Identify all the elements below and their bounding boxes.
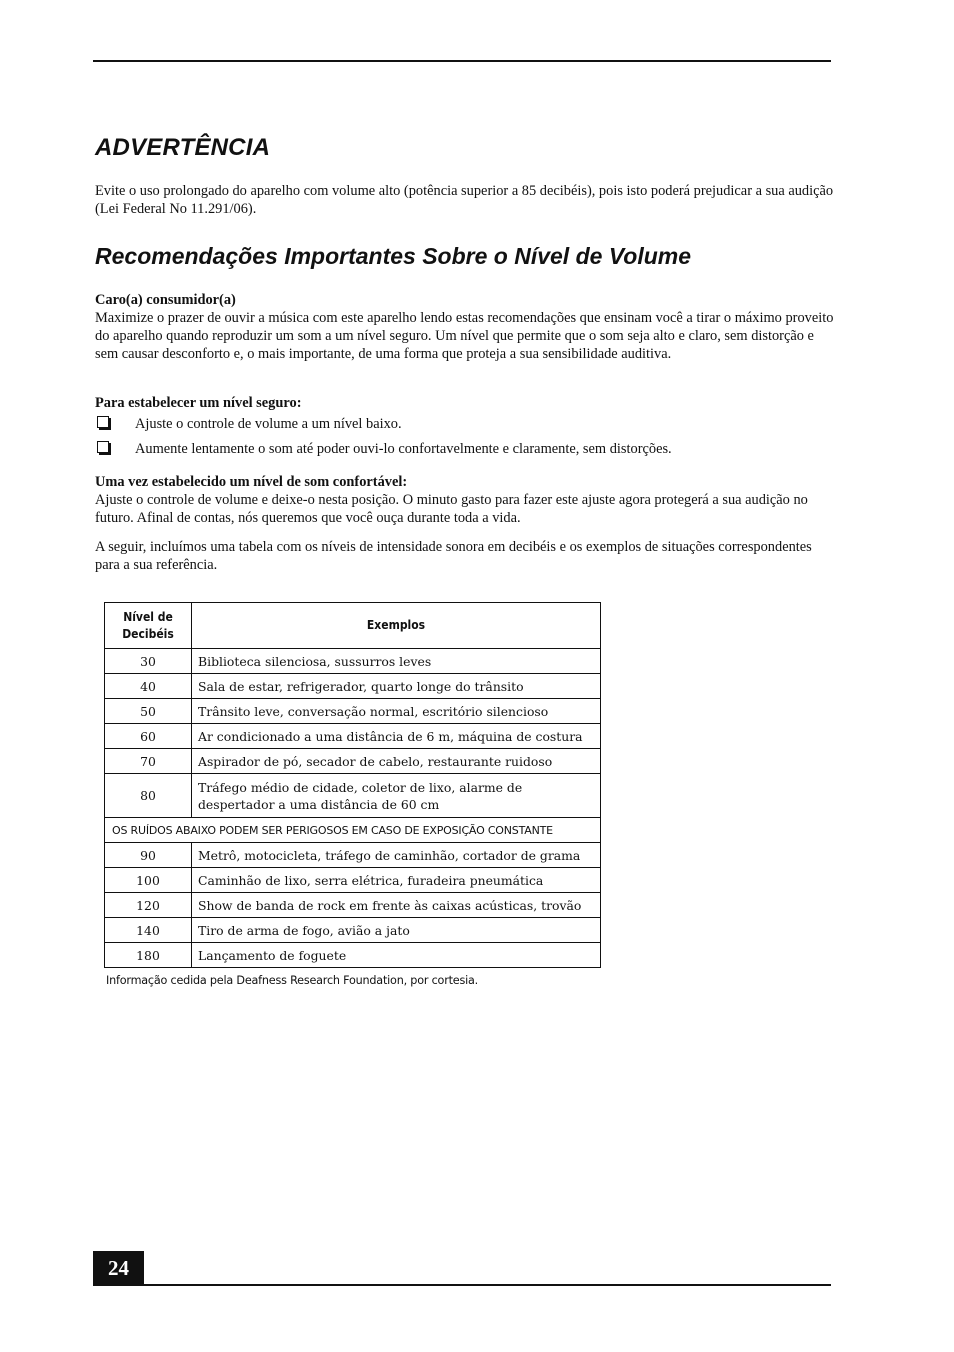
volume-recommendations-title: Recomendações Importantes Sobre o Nível de Volume [95,243,692,269]
level-cell: 30 [105,649,192,674]
checkbox-icon [97,416,109,428]
table-row [105,674,601,699]
step-text: Aumente lentamente o som até poder ouvi-lo confortavelmente e claramente, sem distorções. [135,441,672,457]
level-cell: 40 [105,674,192,699]
table-row [105,868,601,893]
greeting-heading: Caro(a) consumidor(a) [95,292,236,308]
level-cell: 100 [105,868,192,893]
example-cell: Show de banda de rock em frente às caixas acústicas, trovão [192,893,601,918]
level-cell: 90 [105,843,192,868]
table-row [105,649,601,674]
comfort-heading: Uma vez estabelecido um nível de som confortável: [95,474,408,490]
example-cell: Sala de estar, refrigerador, quarto longe do trânsito [192,674,601,699]
warning-row [105,818,601,843]
table-row [105,699,601,724]
step-text: Ajuste o controle de volume a um nível baixo. [135,416,402,432]
example-cell: Caminhão de lixo, serra elétrica, furadeira pneumática [192,868,601,893]
example-cell: Lançamento de foguete [192,943,601,968]
table-header-row [105,603,601,649]
warning-body: Evite o uso prolongado do aparelho com volume alto (potência superior a 85 decibéis), pois isto poderá prejudicar a sua audição (Lei Federal No 11.291/06). [95,183,834,217]
level-cell: 60 [105,724,192,749]
example-cell: Tiro de arma de fogo, avião a jato [192,918,601,943]
table-row [105,774,601,818]
header-rule [93,60,831,62]
table-row [105,943,601,968]
intro-paragraph: Maximize o prazer de ouvir a música com este aparelho lendo estas recomendações que ensinam você a tirar o máximo proveito do aparelho quando reproduzir um som a um nível seguro. Um nível que permite que o som seja alto e claro, sem distorção e sem causar desconforto e, o mais importante, de uma forma que proteja a sua sensibilidade auditiva. [95,310,834,362]
footer-rule [93,1284,831,1286]
level-cell: 120 [105,893,192,918]
example-cell: Metrô, motocicleta, tráfego de caminhão, cortador de grama [192,843,601,868]
header-examples: Exemplos [192,603,601,649]
page-number: 24 [93,1251,144,1286]
example-cell: Ar condicionado a uma distância de 6 m, máquina de costura [192,724,601,749]
level-cell: 180 [105,943,192,968]
decibel-table [104,602,601,968]
warning-title: ADVERTÊNCIA [95,134,271,161]
example-cell: Biblioteca silenciosa, sussurros leves [192,649,601,674]
level-cell: 50 [105,699,192,724]
danger-warning-cell: OS RUÍDOS ABAIXO PODEM SER PERIGOSOS EM CASO DE EXPOSIÇÃO CONSTANTE [105,818,601,843]
example-cell: Tráfego médio de cidade, coletor de lixo, alarme de despertador a uma distância de 60 cm [192,774,601,818]
level-cell: 80 [105,774,192,818]
level-cell: 140 [105,918,192,943]
level-cell: 70 [105,749,192,774]
step-item [95,415,835,435]
step-item [95,440,835,460]
checkbox-icon [97,441,109,453]
table-row [105,749,601,774]
example-cell: Trânsito leve, conversação normal, escritório silencioso [192,699,601,724]
table-row [105,918,601,943]
safe-level-heading: Para estabelecer um nível seguro: [95,395,302,411]
table-row [105,843,601,868]
table-row [105,724,601,749]
table-source-footnote: Informação cedida pela Deafness Research Foundation, por cortesia. [106,974,479,987]
example-cell: Aspirador de pó, secador de cabelo, restaurante ruidoso [192,749,601,774]
table-row [105,893,601,918]
header-level: Nível de Decibéis [105,603,192,649]
table-intro: A seguir, incluímos uma tabela com os níveis de intensidade sonora em decibéis e os exemplos de situações correspondentes para a sua referência. [95,539,812,573]
comfort-body: Ajuste o controle de volume e deixe-o nesta posição. O minuto gasto para fazer este ajuste agora protegerá a sua audição no futuro. Afinal de contas, nós queremos que você ouça durante toda a vida. [95,492,808,526]
